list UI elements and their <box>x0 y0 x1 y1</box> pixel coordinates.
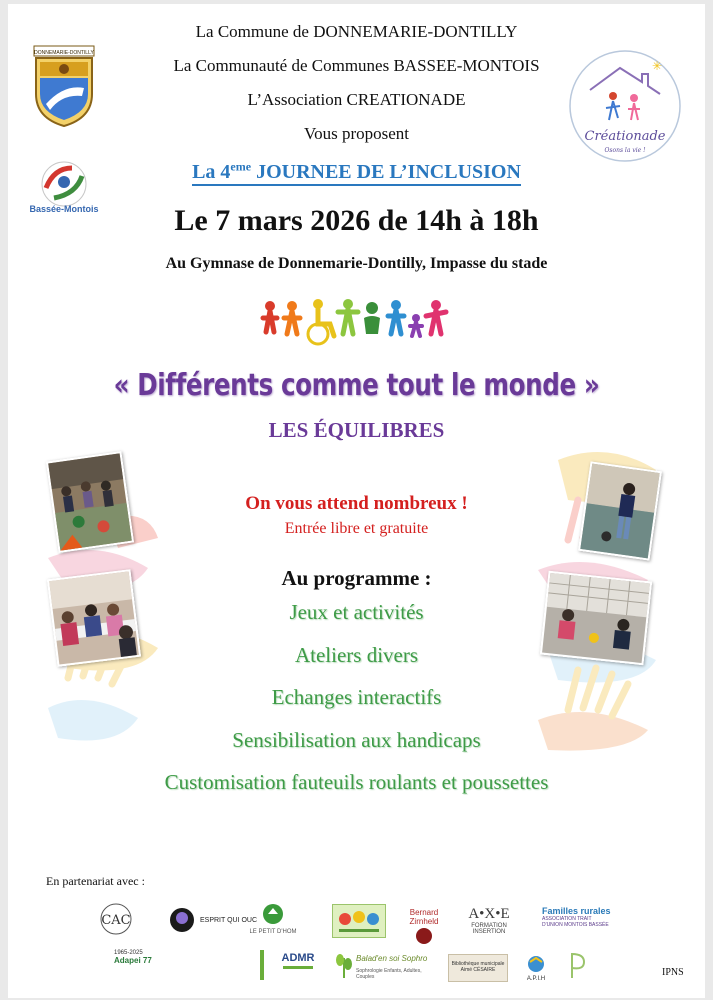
axe-logo <box>464 906 514 940</box>
adapei-years: 1965-2025 <box>114 950 143 956</box>
person-figure-lightgreen <box>338 299 358 334</box>
event-location: Au Gymnase de Donnemarie-Dontilly, Impasse du stade <box>165 255 548 272</box>
familles-subtitle: ASSOCIATION TRAIT D'UNION MONTOIS BASSÉE <box>542 916 609 928</box>
program-item: Echanges interactifs <box>271 685 442 709</box>
biblio-line1: Bibliothèque municipale <box>451 961 505 967</box>
event-title-suffix: JOURNEE DE L’INCLUSION <box>251 160 521 183</box>
header-commune: La Commune de DONNEMARIE-DONTILLY <box>195 22 518 41</box>
header-propose: Vous proposent <box>304 124 409 143</box>
sophro-subtitle: Sophrologie Enfants, Adultes, Couples <box>356 968 422 980</box>
cac-logo <box>94 902 138 936</box>
admr-underline <box>283 966 313 969</box>
biblio-line2: Aimé CÉSAIRE <box>460 967 496 973</box>
program-item: Sensibilisation aux handicaps <box>232 728 481 752</box>
partners-title: En partenariat avec : <box>46 874 145 888</box>
esprit-text: ESPRIT QUI OUC <box>200 917 258 924</box>
event-slogan: « Différents comme tout le monde » <box>113 368 600 403</box>
admr-text: ADMR <box>281 952 315 964</box>
wheelchair-figure-yellow <box>308 299 334 344</box>
creationade-caption: Créationade <box>584 129 666 144</box>
axe-title: A•X•E <box>468 906 510 922</box>
admr-logo <box>276 952 320 982</box>
bassee-caption: Bassée-Montois <box>29 204 99 214</box>
apih-logo <box>520 954 552 982</box>
p-logo <box>566 950 588 980</box>
axe-subtitle: FORMATION INSERTION <box>471 923 507 935</box>
green-separator-bar <box>260 950 264 980</box>
program-item: Customisation fauteuils roulants et poussettes <box>164 770 549 794</box>
bernard-line2: Zirnheld <box>409 917 439 926</box>
person-figure-purple-small <box>410 314 422 336</box>
sophro-logo <box>334 950 434 984</box>
bernard-line1: Bernard <box>409 908 439 917</box>
esprit-logo <box>168 904 258 938</box>
familles-rurales-logo <box>542 906 612 940</box>
program-title: Au programme : <box>281 566 432 590</box>
enfants-bassee-logo <box>332 904 386 938</box>
petit-home-logo <box>244 902 302 938</box>
adapei-name: Adapei 77 <box>114 956 152 965</box>
program-item: Jeux et activités <box>289 600 424 624</box>
header-association: L’Association CREATIONADE <box>247 90 466 109</box>
welcome-message: On vous attend nombreux ! <box>245 493 468 514</box>
bernard-emblem-icon <box>416 928 432 944</box>
bernard-zirnheld-logo <box>406 908 442 952</box>
person-figure-orange <box>284 301 300 334</box>
person-figure-red <box>263 301 277 332</box>
person-figure-green <box>364 302 380 334</box>
cac-text: CAC <box>101 913 131 928</box>
flyer-page <box>8 4 705 998</box>
crest-caption: DONNEMARIE-DONTILLY <box>34 50 94 56</box>
event-title-sup: eme <box>230 159 252 173</box>
apih-text: A.P.I.H <box>526 976 546 982</box>
svg-text:✳: ✳ <box>652 59 663 73</box>
familles-title: Familles rurales <box>542 906 611 916</box>
header-communaute: La Communauté de Communes BASSEE-MONTOIS <box>173 56 540 75</box>
event-title-underlined <box>192 161 521 186</box>
person-figure-pink <box>426 300 446 334</box>
adapei-logo <box>114 950 212 980</box>
creationade-tagline: Osons la vie ! <box>604 147 646 154</box>
ipns-mention: IPNS <box>662 967 684 978</box>
inclusion-people-illustration <box>260 296 452 350</box>
person-figure-blue <box>388 300 404 334</box>
program-item: Ateliers divers <box>294 643 419 667</box>
event-date: Le 7 mars 2026 de 14h à 18h <box>174 204 539 237</box>
event-theme: LES ÉQUILIBRES <box>268 418 445 442</box>
bibliotheque-logo <box>448 954 508 982</box>
event-title-prefix: La 4 <box>192 160 231 183</box>
petit-home-text: LE PETIT D'HOM <box>249 929 297 935</box>
entry-info: Entrée libre et gratuite <box>284 520 429 537</box>
event-title <box>8 159 705 184</box>
sophro-title: Balad'en soi Sophro <box>356 954 428 963</box>
